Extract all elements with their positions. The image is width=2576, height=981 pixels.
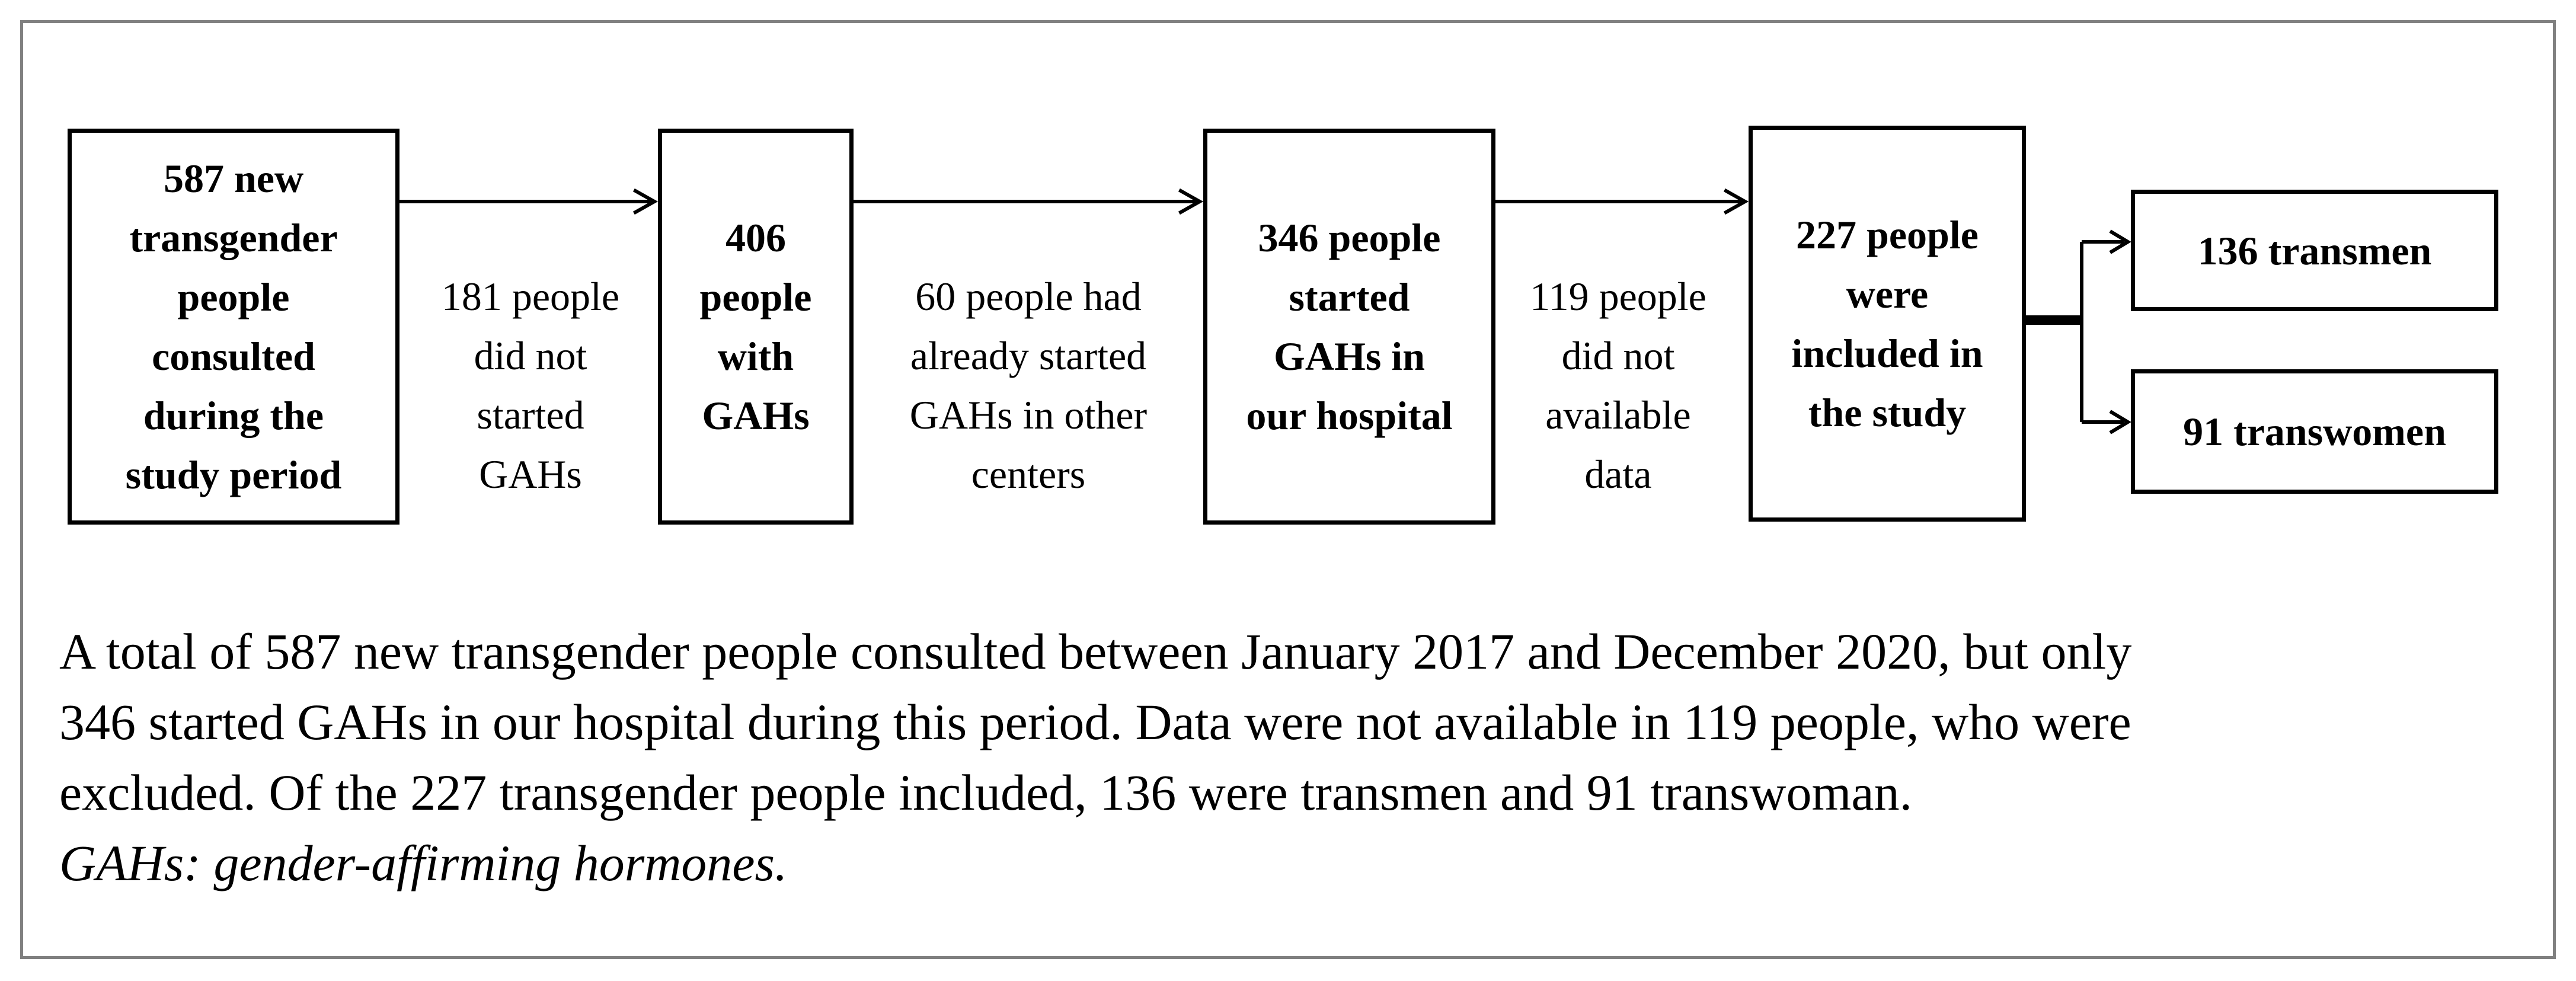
step-box-with-gahs — [658, 129, 854, 525]
group-box-transwomen — [2131, 369, 2498, 494]
step-box-included-text: 227 people were included in the study — [1791, 212, 1983, 435]
group-label-transwomen: 91 transwomen — [2183, 409, 2446, 454]
exclusion-label-other-centers: 60 people had already started GAHs in other centers — [909, 274, 1148, 497]
caption-line: 346 started GAHs in our hospital during this period. Data were not available in 119 people, who were — [59, 694, 2131, 750]
step-box-started-here — [1203, 129, 1495, 525]
exclusion-label-no-data: 119 people did not available data — [1530, 274, 1706, 497]
caption-line: excluded. Of the 227 transgender people included, 136 were transmen and 91 transwoman. — [59, 764, 1913, 821]
figure-caption — [59, 616, 2549, 899]
exclusion-label-not-started: 181 people did not started GAHs — [441, 274, 620, 497]
step-box-started-here-text: 346 people started GAHs in our hospital — [1246, 215, 1453, 438]
caption-line: A total of 587 new transgender people consulted between January 2017 and December 2020, but only — [59, 623, 2132, 680]
step-box-with-gahs-text: 406 people with GAHs — [699, 215, 812, 438]
group-label-transmen: 136 transmen — [2197, 228, 2432, 273]
abbreviation-note: GAHs: gender-affirming hormones. — [59, 835, 788, 891]
step-box-included — [1749, 126, 2026, 522]
group-box-transmen — [2131, 190, 2498, 311]
step-box-consulted-text: 587 new transgender people consulted during the study period — [125, 156, 342, 497]
step-box-consulted — [68, 129, 399, 525]
